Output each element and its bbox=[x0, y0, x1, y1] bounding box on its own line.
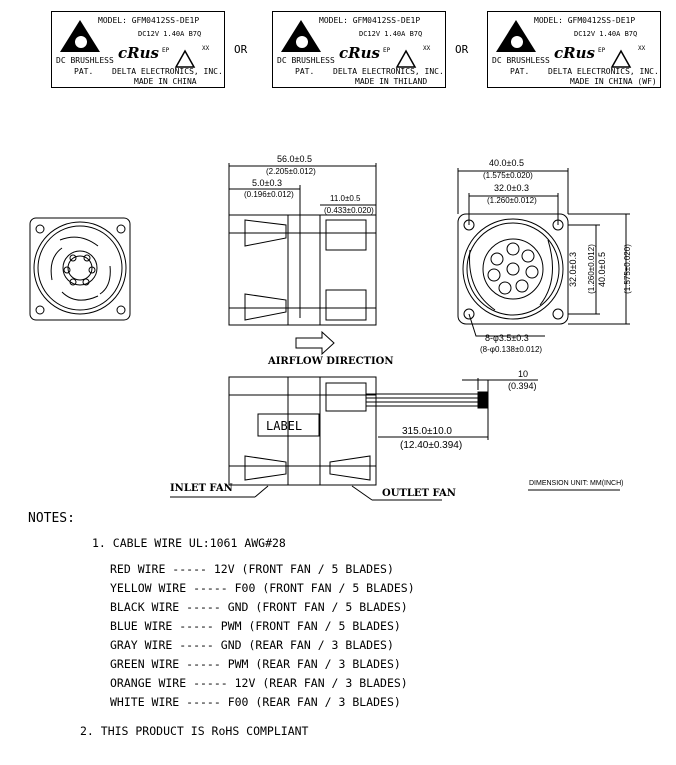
note-rohs: 2. THIS PRODUCT IS RoHS COMPLIANT bbox=[80, 724, 309, 738]
pat-text: PAT. bbox=[510, 67, 530, 76]
dim-strip-inch: (0.394) bbox=[508, 381, 537, 391]
outlet-fan-label: OUTLET FAN bbox=[382, 488, 456, 499]
dim-width: 40.0±0.5 bbox=[489, 158, 524, 168]
dim-hub: 11.0±0.5 bbox=[330, 194, 361, 203]
dim-vert-pitch-inch: (1.260±0.012) bbox=[586, 244, 596, 294]
wire-line: WHITE WIRE ----- F00 (REAR FAN / 3 BLADES) bbox=[110, 695, 401, 709]
rating-text: DC12V 1.40A B7Q bbox=[574, 30, 638, 38]
svg-text:cRus: cRus bbox=[554, 44, 595, 62]
ep-text: EP bbox=[383, 47, 391, 54]
dim-strip: 10 bbox=[518, 369, 529, 379]
wire-line: GRAY WIRE ----- GND (REAR FAN / 3 BLADES) bbox=[110, 638, 394, 652]
pat-text: PAT. bbox=[74, 67, 94, 76]
dc-brushless-text: DC BRUSHLESS bbox=[56, 56, 114, 65]
xx-text: XX bbox=[423, 45, 431, 52]
made-in-text: MADE IN THILAND bbox=[355, 77, 428, 86]
airflow-arrow-icon bbox=[296, 332, 334, 354]
pat-text: PAT. bbox=[295, 67, 315, 76]
xx-text: XX bbox=[202, 45, 210, 52]
dim-offset-inch: (0.196±0.012) bbox=[244, 190, 294, 199]
wire-line: GREEN WIRE ----- PWM (REAR FAN / 3 BLADES) bbox=[110, 657, 401, 671]
wire-line: RED WIRE ----- 12V (FRONT FAN / 5 BLADES) bbox=[110, 562, 394, 576]
ep-text: EP bbox=[162, 47, 170, 54]
or-text-2: OR bbox=[455, 43, 469, 56]
dim-holes: 8-φ3.5±0.3 bbox=[485, 333, 529, 343]
dim-hole-pitch: 32.0±0.3 bbox=[494, 183, 529, 193]
company-text: DELTA ELECTRONICS, INC. bbox=[333, 67, 444, 76]
dim-vert-width-inch: (1.575±0.020) bbox=[622, 244, 632, 294]
dc-brushless-text: DC BRUSHLESS bbox=[277, 56, 335, 65]
or-text-1: OR bbox=[234, 43, 248, 56]
wire-line: BLACK WIRE ----- GND (FRONT FAN / 5 BLADES) bbox=[110, 600, 408, 614]
fan-front-view bbox=[30, 218, 130, 320]
dim-length: 56.0±0.5 bbox=[277, 154, 312, 164]
rating-text: DC12V 1.40A B7Q bbox=[138, 30, 202, 38]
dim-length-inch: (2.205±0.012) bbox=[266, 167, 316, 176]
inlet-fan-label: INLET FAN bbox=[170, 483, 233, 494]
notes-title: NOTES: bbox=[28, 511, 75, 526]
wire-line: BLUE WIRE ----- PWM (FRONT FAN / 5 BLADES) bbox=[110, 619, 401, 633]
ep-text: EP bbox=[598, 47, 606, 54]
wire-line: YELLOW WIRE ----- F00 (FRONT FAN / 5 BLADES) bbox=[110, 581, 415, 595]
svg-text:cRus: cRus bbox=[118, 44, 159, 62]
made-in-text: MADE IN CHINA bbox=[134, 77, 197, 86]
model-text: MODEL: GFM0412SS-DE1P bbox=[534, 16, 636, 25]
dim-vert-pitch: 32.0±0.3 bbox=[567, 252, 578, 287]
fan-face-view bbox=[458, 214, 568, 324]
dimension-unit-note: DIMENSION UNIT: MM(INCH) bbox=[529, 480, 624, 487]
model-text: MODEL: GFM0412SS-DE1P bbox=[98, 16, 200, 25]
dc-brushless-text: DC BRUSHLESS bbox=[492, 56, 550, 65]
dim-offset: 5.0±0.3 bbox=[252, 178, 282, 188]
label-box-text: LABEL bbox=[266, 419, 303, 433]
svg-text:cRus: cRus bbox=[339, 44, 380, 62]
note-cable-wire: 1. CABLE WIRE UL:1061 AWG#28 bbox=[92, 536, 286, 550]
dim-cable-inch: (12.40±0.394) bbox=[400, 440, 463, 451]
model-text: MODEL: GFM0412SS-DE1P bbox=[319, 16, 421, 25]
company-text: DELTA ELECTRONICS, INC. bbox=[112, 67, 223, 76]
airflow-label: AIRFLOW DIRECTION bbox=[268, 356, 394, 367]
dim-width-inch: (1.575±0.020) bbox=[483, 171, 533, 180]
fan-side-view-top bbox=[229, 215, 376, 325]
rating-text: DC12V 1.40A B7Q bbox=[359, 30, 423, 38]
xx-text: XX bbox=[638, 45, 646, 52]
made-in-text: MADE IN CHINA (WF) bbox=[570, 77, 657, 86]
company-text: DELTA ELECTRONICS, INC. bbox=[548, 67, 659, 76]
dim-hole-pitch-inch: (1.260±0.012) bbox=[487, 196, 537, 205]
dim-hub-inch: (0.433±0.020) bbox=[324, 206, 374, 215]
dim-vert-width: 40.0±0.5 bbox=[596, 252, 607, 287]
dim-holes-inch: (8-φ0.138±0.012) bbox=[480, 345, 543, 354]
wire-line: ORANGE WIRE ----- 12V (REAR FAN / 3 BLADES) bbox=[110, 676, 408, 690]
dim-cable: 315.0±10.0 bbox=[402, 426, 452, 437]
